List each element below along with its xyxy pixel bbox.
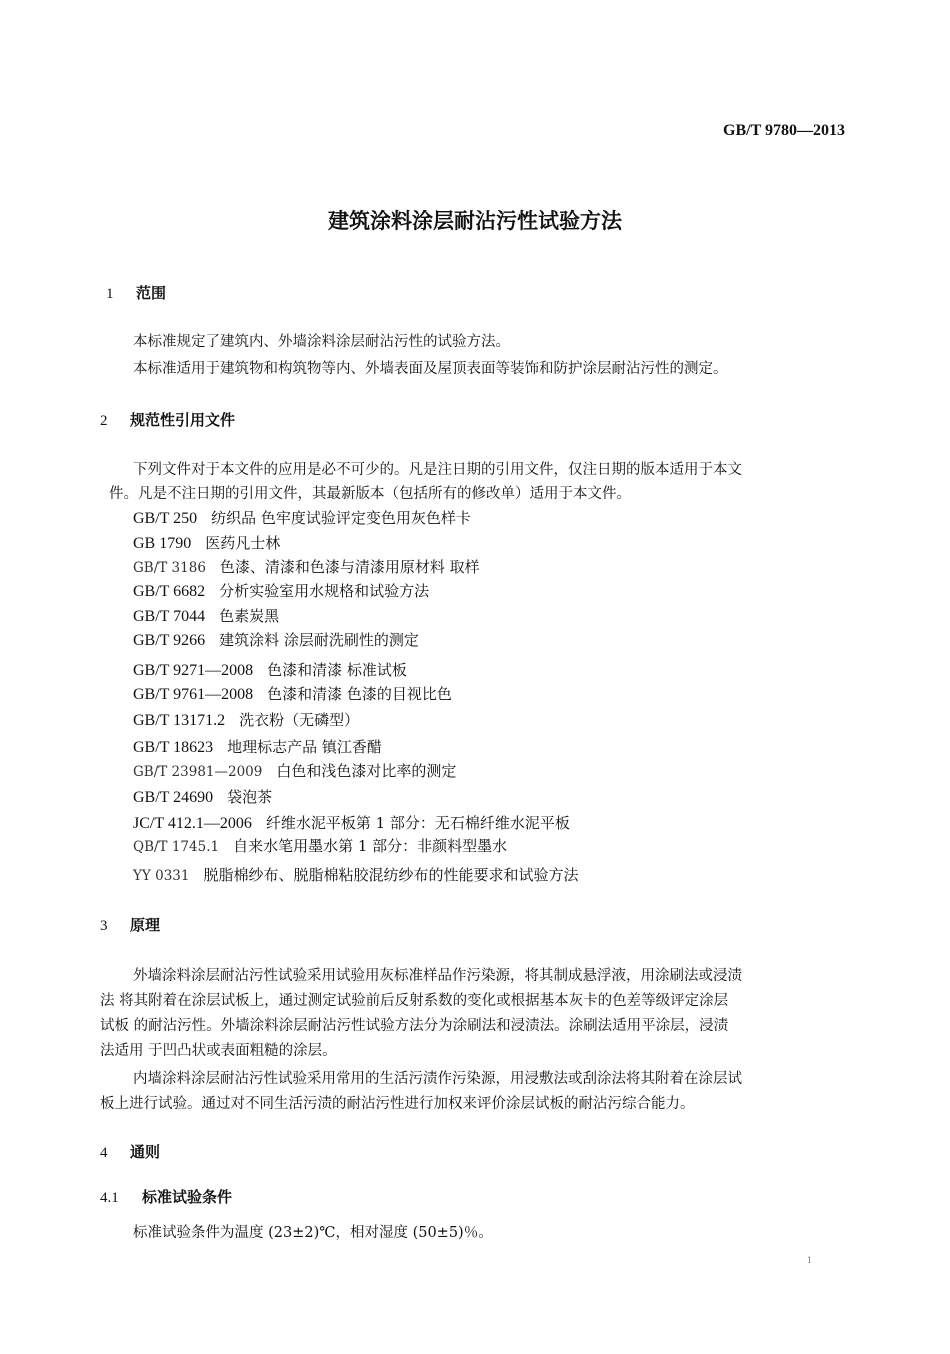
section-4-number: 4 xyxy=(100,1145,108,1161)
reference-item xyxy=(133,736,382,757)
section-2-heading xyxy=(100,409,235,430)
reference-item xyxy=(133,629,419,650)
section-2-intro-line-1: 下列文件对于本文件的应用是必不可少的。凡是注日期的引用文件，仅注日期的版本适用于本文 xyxy=(133,462,742,478)
reference-code: GB/T 24690 xyxy=(133,789,214,806)
reference-title: 色漆和清漆 标准试板 xyxy=(267,661,407,679)
section-1-para-1: 本标准规定了建筑内、外墙涂料涂层耐沾污性的试验方法。 xyxy=(133,334,510,350)
reference-title: 地理标志产品 镇江香醋 xyxy=(227,738,382,756)
section-3-heading xyxy=(100,914,160,935)
reference-code: GB 1790 xyxy=(133,535,192,552)
reference-code: GB/T 9266 xyxy=(133,632,206,649)
reference-title: 医药凡士林 xyxy=(205,534,281,552)
reference-code: GB/T 6682 xyxy=(133,583,206,600)
reference-title: 洗衣粉（无磷型） xyxy=(239,711,360,729)
reference-item xyxy=(133,835,507,856)
reference-title: 白色和浅色漆对比率的测定 xyxy=(276,762,457,780)
reference-item xyxy=(133,683,452,704)
reference-code: GB/T 7044 xyxy=(133,608,206,625)
reference-title: 纤维水泥平板第 1 部分：无石棉纤维水泥平板 xyxy=(265,814,570,832)
reference-title: 色漆、清漆和色漆与清漆用原材料 取样 xyxy=(219,558,480,576)
standard-code: GB/T 9780—2013 xyxy=(723,122,845,139)
reference-item xyxy=(133,580,429,601)
reference-item xyxy=(133,556,480,577)
reference-title: 袋泡茶 xyxy=(227,788,273,806)
section-2-number: 2 xyxy=(100,413,108,429)
section-1-number: 1 xyxy=(106,286,114,302)
reference-code: GB/T 3186 xyxy=(133,560,206,576)
reference-item xyxy=(133,532,280,553)
section-3-para-2-line-1: 内墙涂料涂层耐沾污性试验采用常用的生活污渍作污染源，用浸敷法或刮涂法将其附着在涂层试 xyxy=(133,1071,742,1087)
section-2-title: 规范性引用文件 xyxy=(130,411,236,429)
reference-item xyxy=(133,760,456,781)
section-3-para-1-line-1: 外墙涂料涂层耐沾污性试验采用试验用灰标准样品作污染源，将其制成悬浮液，用涂刷法或浸渍 xyxy=(133,968,742,984)
section-4-1-text: 标准试验条件为温度 (23±2)℃，相对湿度 (50±5)％。 xyxy=(133,1225,493,1241)
section-3-number: 3 xyxy=(100,918,108,934)
reference-item xyxy=(133,812,570,833)
reference-title: 脱脂棉纱布、脱脂棉粘胶混纺纱布的性能要求和试验方法 xyxy=(203,866,579,884)
section-1-para-2: 本标准适用于建筑物和构筑物等内、外墙表面及屋顶表面等装饰和防护涂层耐沾污性的测定。 xyxy=(133,361,728,377)
section-4-heading xyxy=(100,1141,160,1162)
reference-title: 分析实验室用水规格和试验方法 xyxy=(219,582,430,600)
section-3-para-1-line-3: 试板 的耐沾污性。外墙涂料涂层耐沾污性试验方法分为涂刷法和浸渍法。涂刷法适用平涂层，浸渍 xyxy=(100,1018,729,1034)
section-3-para-1-line-4: 法适用 于凹凸状或表面粗糙的涂层。 xyxy=(100,1043,337,1059)
reference-title: 纺织品 色牢度试验评定变色用灰色样卡 xyxy=(211,509,471,527)
reference-item xyxy=(133,659,407,680)
reference-code: GB/T 250 xyxy=(133,510,198,527)
reference-title: 色漆和清漆 色漆的目视比色 xyxy=(267,685,452,703)
reference-title: 建筑涂料 涂层耐洗刷性的测定 xyxy=(219,631,419,649)
section-4-1-title: 标准试验条件 xyxy=(142,1188,233,1206)
reference-item xyxy=(133,864,579,885)
section-2-intro-line-2: 件。凡是不注日期的引用文件，其最新版本（包括所有的修改单）适用于本文件。 xyxy=(109,486,631,502)
reference-item xyxy=(133,786,272,807)
section-1-title: 范围 xyxy=(136,284,167,302)
reference-code: GB/T 18623 xyxy=(133,739,214,756)
reference-code: GB/T 9271—2008 xyxy=(133,662,254,679)
reference-title: 色素炭黑 xyxy=(219,607,280,625)
reference-item xyxy=(133,605,279,626)
section-3-title: 原理 xyxy=(130,916,161,934)
page-title: 建筑涂料涂层耐沾污性试验方法 xyxy=(328,209,622,233)
reference-code: GB/T 13171.2 xyxy=(133,712,226,729)
reference-code: GB/T 9761—2008 xyxy=(133,686,254,703)
section-4-1-heading xyxy=(100,1186,232,1207)
section-1-heading xyxy=(106,282,166,303)
reference-code: JC/T 412.1—2006 xyxy=(133,815,252,832)
reference-item xyxy=(133,709,359,730)
reference-title: 自来水笔用墨水第 1 部分：非颜料型墨水 xyxy=(233,837,508,855)
section-3-para-2-line-2: 板上进行试验。通过对不同生活污渍的耐沾污性进行加权来评价涂层试板的耐沾污综合能力。 xyxy=(100,1096,695,1112)
page-number: 1 xyxy=(807,1256,813,1265)
section-4-title: 通则 xyxy=(130,1143,161,1161)
section-4-1-number: 4.1 xyxy=(100,1190,119,1206)
reference-item xyxy=(133,507,471,528)
reference-code: GB/T 23981—2009 xyxy=(133,764,263,780)
section-3-para-1-line-2: 法 将其附着在涂层试板上，通过测定试验前后反射系数的变化或根据基本灰卡的色差等级评定涂层 xyxy=(100,993,729,1009)
reference-code: QB/T 1745.1 xyxy=(133,839,220,855)
reference-code: YY 0331 xyxy=(133,868,190,884)
